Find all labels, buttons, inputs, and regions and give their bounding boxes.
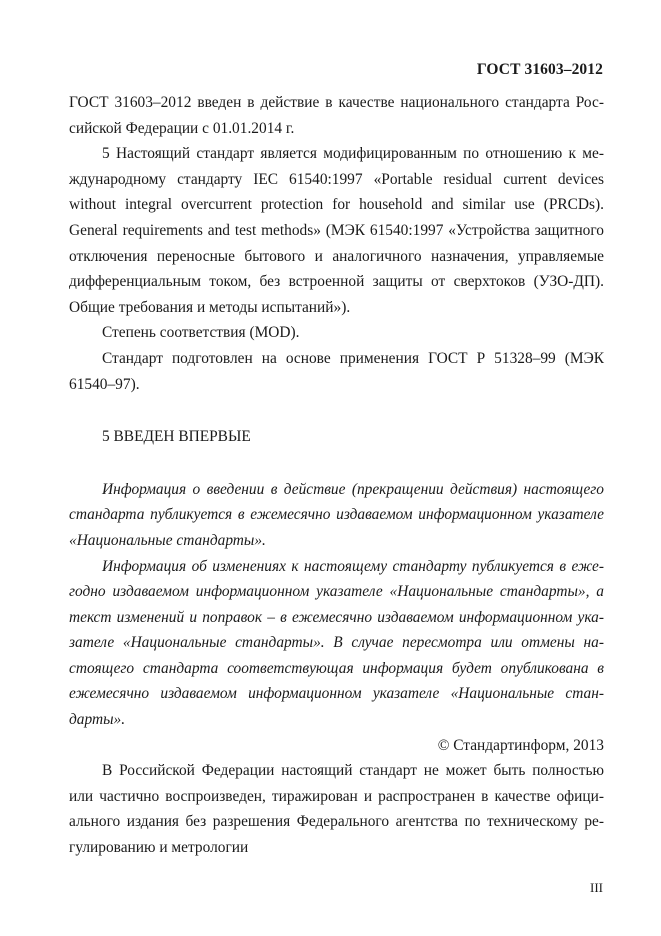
modification-paragraph: 5 Настоящий стандарт является модифицированным по отношению к международному стандарту IEC 61540:1997 «Portable residual current devices without integral overcurrent protection for household and similar use (PRCDs). General requirements and test methods» (МЭК 61540:1997 «Устройства защитного отключения переносные бытового и аналогичного назначения, управляемые дифференциальным током, без встроенной защиты от сверхтоков (УЗО-ДП). Общие требования и методы испытаний»). bbox=[69, 145, 604, 316]
copyright-line: © Стандартинформ, 2013 bbox=[437, 736, 604, 754]
page-number: III bbox=[590, 880, 603, 895]
rights-paragraph: В Российской Федерации настоящий стандарт не может быть полностью или частично воспроизведен, тиражирован и распространен в качестве официального издания без разрешения Федерального агентства по техническому регулированию и метрологии bbox=[69, 762, 604, 857]
first-introduced: 5 ВВЕДЕН ВПЕРВЫЕ bbox=[102, 428, 251, 446]
intro-paragraph: ГОСТ 31603–2012 введен в действие в качестве национального стандарта Российской Федерации с 01.01.2014 г. bbox=[69, 94, 604, 137]
conformity-degree: Степень соответствия (MOD). bbox=[102, 324, 300, 342]
standard-header: ГОСТ 31603–2012 bbox=[476, 61, 603, 78]
info-introduction-paragraph: Информация о введении в действие (прекращении действия) настоящего стандарта публикуется в ежемесячно издаваемом информационном указателе «Национальные стандарты». bbox=[69, 480, 604, 549]
basis-paragraph: Стандарт подготовлен на основе применения ГОСТ Р 51328–99 (МЭК 61540–97). bbox=[69, 349, 604, 393]
document-body bbox=[69, 90, 604, 861]
info-changes-paragraph: Информация об изменениях к настоящему стандарту публикуется в ежегодно издаваемом информационном указателе «Национальные стандарты», а текст изменений и поправок – в ежемесячно издаваемом информационном указателе «Национальные стандарты». В случае пересмотра или отмены настоящего стандарта соответствующая информация будет опубликована в ежемесячно издаваемом информационном указателе «Национальные стандарты». bbox=[69, 557, 604, 729]
